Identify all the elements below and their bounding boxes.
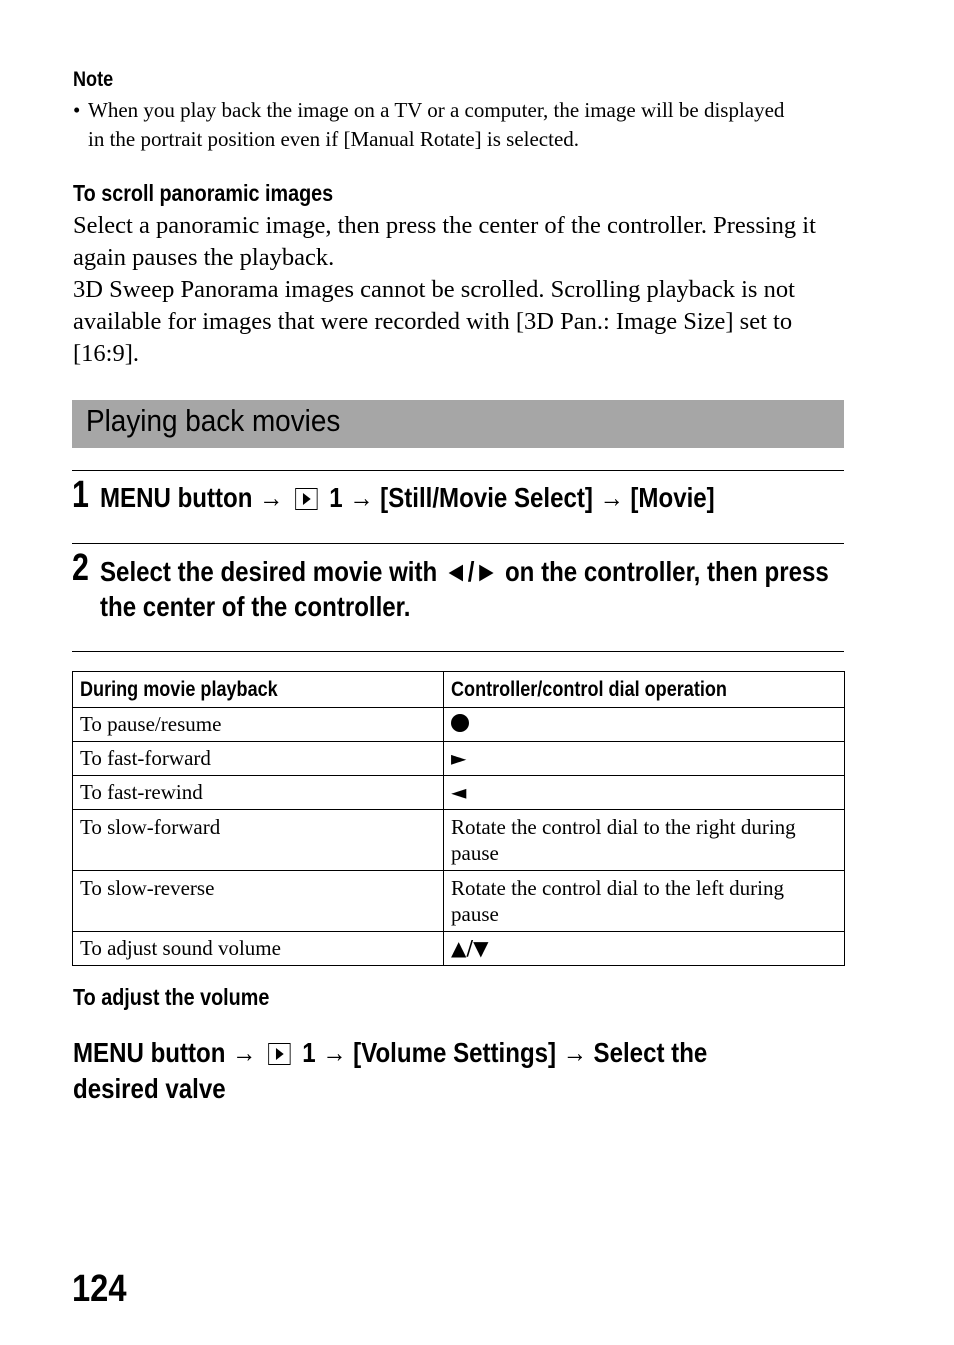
tab-number: 1 (329, 482, 343, 513)
table-row (73, 871, 845, 932)
up-down-arrow-icon: ▲/▼ (451, 936, 489, 960)
table-header-row (73, 672, 845, 708)
step-2-number: 2 (72, 547, 89, 589)
movie-item: [Movie] (630, 482, 715, 513)
adjust-volume-heading: To adjust the volume (73, 984, 270, 1010)
arrow: → (322, 1037, 347, 1068)
table-row (73, 708, 845, 742)
table-row (73, 742, 845, 776)
table-header: Controller/control dial operation (444, 672, 845, 708)
note-line-1: When you play back the image on a TV or a computer, the image will be displayed (88, 98, 785, 122)
table-row (73, 810, 845, 871)
select-desired-line-2: desired valve (73, 1073, 226, 1104)
action-cell: To pause/resume (73, 708, 444, 742)
arrow: → (562, 1037, 587, 1068)
center-button-icon (451, 714, 469, 732)
scroll-panoramic-body (73, 210, 853, 370)
step-2-line-1: Select the desired movie with ◄/► on the controller, then press (100, 556, 829, 587)
playback-icon (295, 488, 317, 510)
table-header: During movie playback (73, 672, 444, 708)
volume-settings-item: [Volume Settings] (353, 1037, 557, 1068)
menu-button-label: MENU button (73, 1037, 226, 1068)
note-heading: Note (73, 68, 114, 91)
page-number: 124 (72, 1268, 127, 1310)
note-line-2: in the portrait position even if [Manual Rotate] is selected. (88, 127, 580, 151)
arrow: → (232, 1037, 257, 1068)
operation-cell (444, 708, 845, 742)
arrow: → (259, 482, 284, 513)
operation-cell (444, 742, 845, 776)
divider (72, 651, 844, 652)
playback-icon (268, 1043, 290, 1065)
step-1-number: 1 (72, 474, 89, 516)
still-movie-select-item: [Still/Movie Select] (380, 482, 593, 513)
operation-cell: Rotate the control dial to the right during pause (444, 810, 845, 871)
operation-cell (444, 932, 845, 966)
divider (72, 470, 844, 471)
action-cell: To adjust sound volume (73, 932, 444, 966)
step-2-line-2: the center of the controller. (100, 591, 411, 622)
scroll-panoramic-heading: To scroll panoramic images (73, 180, 334, 206)
left-arrow-icon: ◄ (451, 780, 467, 804)
right-arrow-icon: ► (451, 746, 467, 770)
select-desired-label: Select the (593, 1037, 708, 1068)
menu-button-label: MENU button (100, 482, 253, 513)
action-cell: To fast-rewind (73, 776, 444, 810)
note-text (73, 96, 848, 154)
volume-instruction (73, 1035, 707, 1107)
arrow: → (349, 482, 374, 513)
table-row (73, 776, 845, 810)
action-cell: To slow-reverse (73, 871, 444, 932)
step-1-instruction (100, 480, 715, 516)
bullet: • (73, 98, 81, 122)
movie-playback-table (72, 671, 845, 966)
scroll-para-2: 3D Sweep Panorama images cannot be scrolled. Scrolling playback is not available for images that were recorded with [3D Pan.: Image Size] set to [16:9]. (73, 276, 795, 367)
divider (72, 543, 844, 544)
operation-cell (444, 776, 845, 810)
arrow: → (599, 482, 624, 513)
operation-cell: Rotate the control dial to the left during pause (444, 871, 845, 932)
tab-number: 1 (302, 1037, 316, 1068)
table-row (73, 932, 845, 966)
action-cell: To fast-forward (73, 742, 444, 776)
action-cell: To slow-forward (73, 810, 444, 871)
scroll-para-1: Select a panoramic image, then press the center of the controller. Pressing it again pauses the playback. (73, 212, 816, 271)
section-title: Playing back movies (86, 403, 341, 438)
